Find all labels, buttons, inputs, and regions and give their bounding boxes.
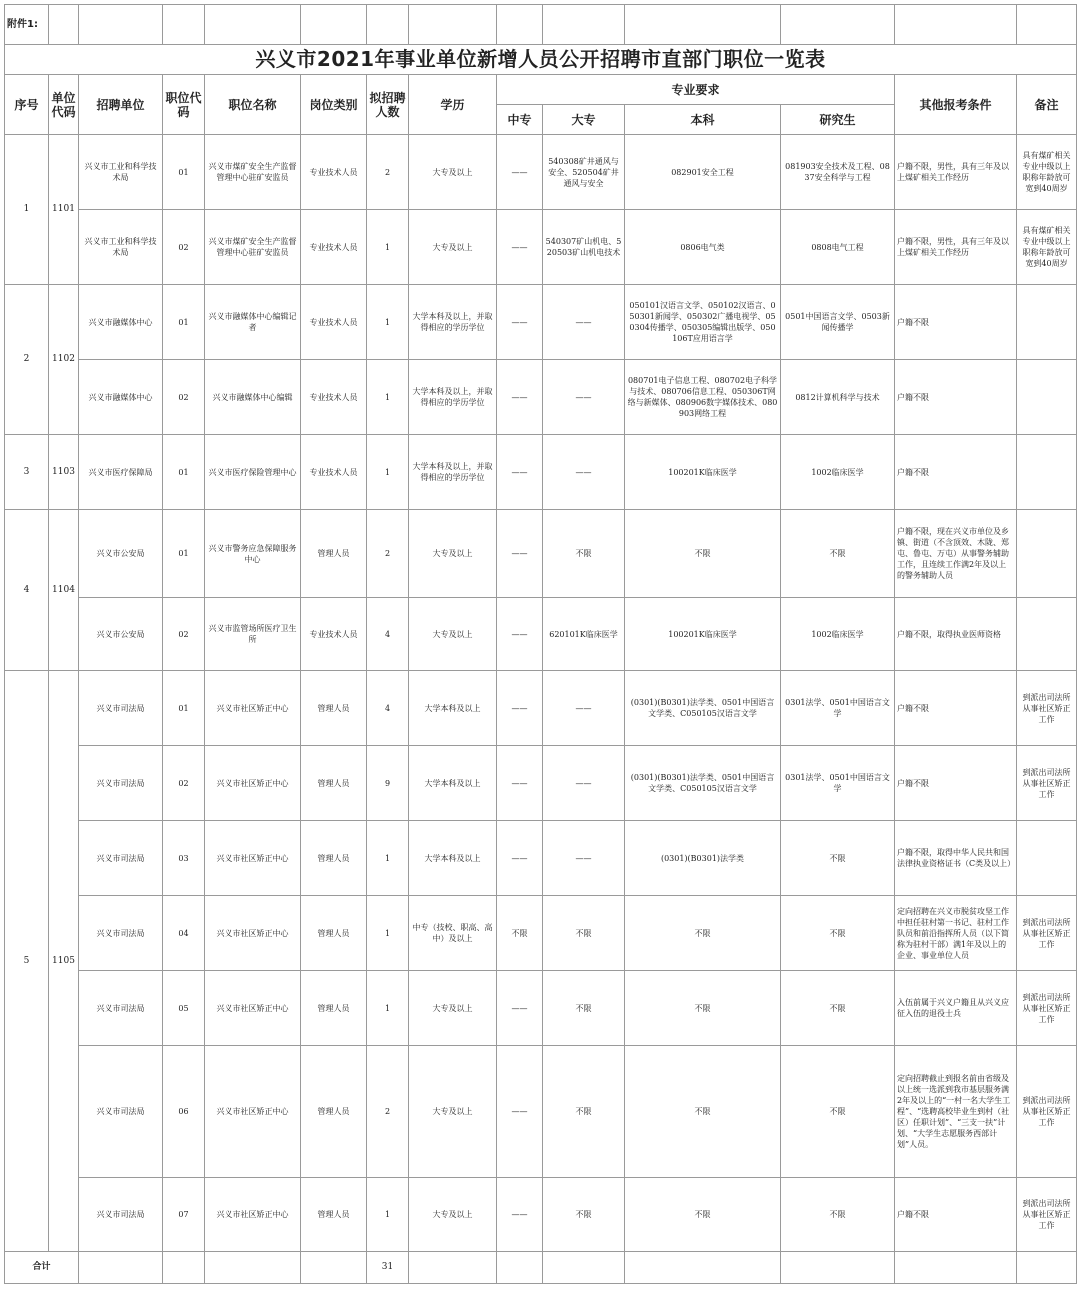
position-name: 兴义市社区矫正中心 — [205, 671, 301, 746]
attachment-label: 附件1: — [5, 5, 49, 45]
other-conditions: 户籍不限，男性，具有三年及以上煤矿相关工作经历 — [895, 210, 1017, 285]
major-zz: —— — [497, 1046, 543, 1178]
position-type: 管理人员 — [301, 821, 367, 896]
position-type: 专业技术人员 — [301, 135, 367, 210]
position-code: 07 — [163, 1178, 205, 1252]
remark: 到派出司法所从事社区矫正工作 — [1017, 896, 1077, 971]
other-conditions: 户籍不限 — [895, 671, 1017, 746]
major-zz: —— — [497, 210, 543, 285]
education: 大学本科及以上 — [409, 746, 497, 821]
unit-name: 兴义市司法局 — [79, 896, 163, 971]
other-conditions: 户籍不限 — [895, 746, 1017, 821]
education: 大专及以上 — [409, 135, 497, 210]
major-yjs: 0301法学、0501中国语言文学 — [781, 671, 895, 746]
major-bk: (0301)(B0301)法学类 — [625, 821, 781, 896]
hire-count: 1 — [367, 821, 409, 896]
group-seq: 1 — [5, 135, 49, 285]
remark: 到派出司法所从事社区矫正工作 — [1017, 1046, 1077, 1178]
table-row — [5, 1046, 1077, 1178]
hire-count: 1 — [367, 360, 409, 435]
group-seq: 4 — [5, 510, 49, 671]
group-unit-code: 1105 — [49, 671, 79, 1252]
position-type: 管理人员 — [301, 671, 367, 746]
major-bk: 080701电子信息工程、080702电子科学与技术、080706信息工程、050306T网络与新媒体、080906数字媒体技术、080903网络工程 — [625, 360, 781, 435]
position-type: 管理人员 — [301, 896, 367, 971]
group-seq: 3 — [5, 435, 49, 510]
header-unit-code: 单位代码 — [49, 75, 79, 135]
table-row — [5, 671, 1077, 746]
education: 大专及以上 — [409, 971, 497, 1046]
hire-count: 1 — [367, 971, 409, 1046]
hire-count: 1 — [367, 210, 409, 285]
unit-name: 兴义市司法局 — [79, 821, 163, 896]
unit-name: 兴义市融媒体中心 — [79, 360, 163, 435]
unit-name: 兴义市司法局 — [79, 971, 163, 1046]
major-zz: —— — [497, 821, 543, 896]
position-type: 专业技术人员 — [301, 210, 367, 285]
other-conditions: 入伍前属于兴义户籍且从兴义应征入伍的退役士兵 — [895, 971, 1017, 1046]
page-title: 兴义市2021年事业单位新增人员公开招聘市直部门职位一览表 — [5, 45, 1077, 75]
major-yjs: 081903安全技术及工程、0837安全科学与工程 — [781, 135, 895, 210]
position-code: 02 — [163, 746, 205, 821]
remark — [1017, 510, 1077, 598]
table-body — [5, 135, 1077, 1252]
remark: 到派出司法所从事社区矫正工作 — [1017, 746, 1077, 821]
major-bk: 不限 — [625, 896, 781, 971]
major-yjs: 不限 — [781, 896, 895, 971]
header-seq: 序号 — [5, 75, 49, 135]
unit-name: 兴义市公安局 — [79, 510, 163, 598]
position-type: 管理人员 — [301, 971, 367, 1046]
major-dz: 540308矿井通风与安全、520504矿井通风与安全 — [543, 135, 625, 210]
remark: 到派出司法所从事社区矫正工作 — [1017, 671, 1077, 746]
position-code: 02 — [163, 210, 205, 285]
header-pos-type: 岗位类别 — [301, 75, 367, 135]
position-code: 06 — [163, 1046, 205, 1178]
education: 大专及以上 — [409, 210, 497, 285]
hire-count: 1 — [367, 285, 409, 360]
hire-count: 2 — [367, 510, 409, 598]
major-dz: 不限 — [543, 510, 625, 598]
education: 大学本科及以上，并取得相应的学历学位 — [409, 285, 497, 360]
table-row — [5, 135, 1077, 210]
unit-name: 兴义市医疗保障局 — [79, 435, 163, 510]
other-conditions: 户籍不限 — [895, 285, 1017, 360]
major-dz: 不限 — [543, 896, 625, 971]
major-dz: —— — [543, 360, 625, 435]
major-dz: —— — [543, 435, 625, 510]
hire-count: 9 — [367, 746, 409, 821]
education: 中专（技校、职高、高中）及以上 — [409, 896, 497, 971]
major-zz: —— — [497, 971, 543, 1046]
position-name: 兴义市社区矫正中心 — [205, 821, 301, 896]
position-type: 管理人员 — [301, 1178, 367, 1252]
hire-count: 4 — [367, 598, 409, 671]
major-yjs: 0501中国语言文学、0503新闻传播学 — [781, 285, 895, 360]
remark — [1017, 435, 1077, 510]
education: 大专及以上 — [409, 598, 497, 671]
table-row — [5, 510, 1077, 598]
remark — [1017, 821, 1077, 896]
table-row — [5, 821, 1077, 896]
major-yjs: 不限 — [781, 1046, 895, 1178]
unit-name: 兴义市融媒体中心 — [79, 285, 163, 360]
table-row — [5, 210, 1077, 285]
position-name: 兴义市医疗保险管理中心 — [205, 435, 301, 510]
other-conditions: 户籍不限 — [895, 360, 1017, 435]
position-type: 管理人员 — [301, 510, 367, 598]
major-dz: 不限 — [543, 971, 625, 1046]
major-yjs: 不限 — [781, 1178, 895, 1252]
major-zz: —— — [497, 671, 543, 746]
table-row — [5, 1178, 1077, 1252]
education: 大学本科及以上，并取得相应的学历学位 — [409, 360, 497, 435]
header-yjs: 研究生 — [781, 105, 895, 135]
position-type: 专业技术人员 — [301, 285, 367, 360]
remark: 到派出司法所从事社区矫正工作 — [1017, 1178, 1077, 1252]
major-bk: (0301)(B0301)法学类、0501中国语言文学类、C050105汉语言文学 — [625, 746, 781, 821]
header-pos-name: 职位名称 — [205, 75, 301, 135]
position-code: 01 — [163, 435, 205, 510]
education: 大学本科及以上 — [409, 821, 497, 896]
table-row — [5, 435, 1077, 510]
header-other: 其他报考条件 — [895, 75, 1017, 135]
remark: 具有煤矿相关专业中级以上职称年龄放可宽到40周岁 — [1017, 135, 1077, 210]
hire-count: 1 — [367, 896, 409, 971]
unit-name: 兴义市工业和科学技术局 — [79, 210, 163, 285]
major-bk: 100201K临床医学 — [625, 435, 781, 510]
other-conditions: 户籍不限 — [895, 435, 1017, 510]
position-code: 02 — [163, 598, 205, 671]
position-name: 兴义市社区矫正中心 — [205, 1046, 301, 1178]
position-code: 01 — [163, 671, 205, 746]
position-name: 兴义市社区矫正中心 — [205, 896, 301, 971]
major-yjs: 0812计算机科学与技术 — [781, 360, 895, 435]
hire-count: 2 — [367, 1046, 409, 1178]
position-name: 兴义市煤矿安全生产监督管理中心驻矿安监员 — [205, 210, 301, 285]
table-row — [5, 360, 1077, 435]
position-name: 兴义市社区矫正中心 — [205, 746, 301, 821]
position-code: 05 — [163, 971, 205, 1046]
remark — [1017, 598, 1077, 671]
table-row — [5, 896, 1077, 971]
position-type: 专业技术人员 — [301, 598, 367, 671]
position-name: 兴义市融媒体中心编辑 — [205, 360, 301, 435]
major-yjs: 不限 — [781, 971, 895, 1046]
position-name: 兴义市社区矫正中心 — [205, 1178, 301, 1252]
education: 大专及以上 — [409, 1178, 497, 1252]
major-yjs: 不限 — [781, 821, 895, 896]
position-name: 兴义市煤矿安全生产监督管理中心驻矿安监员 — [205, 135, 301, 210]
position-name: 兴义市社区矫正中心 — [205, 971, 301, 1046]
header-remark: 备注 — [1017, 75, 1077, 135]
major-yjs: 0808电气工程 — [781, 210, 895, 285]
education: 大学本科及以上 — [409, 671, 497, 746]
major-yjs: 不限 — [781, 510, 895, 598]
unit-name: 兴义市司法局 — [79, 1178, 163, 1252]
position-type: 专业技术人员 — [301, 435, 367, 510]
education: 大专及以上 — [409, 1046, 497, 1178]
education: 大学本科及以上，并取得相应的学历学位 — [409, 435, 497, 510]
major-dz: —— — [543, 671, 625, 746]
unit-name: 兴义市司法局 — [79, 1046, 163, 1178]
major-bk: 0806电气类 — [625, 210, 781, 285]
major-bk: (0301)(B0301)法学类、0501中国语言文学类、C050105汉语言文学 — [625, 671, 781, 746]
other-conditions: 户籍不限，取得执业医师资格 — [895, 598, 1017, 671]
major-dz: —— — [543, 821, 625, 896]
major-dz: 不限 — [543, 1178, 625, 1252]
table-row — [5, 598, 1077, 671]
major-zz: —— — [497, 746, 543, 821]
major-bk: 100201K临床医学 — [625, 598, 781, 671]
header-bk: 本科 — [625, 105, 781, 135]
major-bk: 050101汉语言文学、050102汉语言、050301新闻学、050302广播电视学、050304传播学、050305编辑出版学、050106T应用语言学 — [625, 285, 781, 360]
education: 大专及以上 — [409, 510, 497, 598]
unit-name: 兴义市工业和科学技术局 — [79, 135, 163, 210]
unit-name: 兴义市司法局 — [79, 671, 163, 746]
group-unit-code: 1102 — [49, 285, 79, 435]
total-row — [5, 1252, 1077, 1284]
position-code: 01 — [163, 285, 205, 360]
position-code: 03 — [163, 821, 205, 896]
position-name: 兴义市融媒体中心编辑记者 — [205, 285, 301, 360]
major-yjs: 1002临床医学 — [781, 435, 895, 510]
position-name: 兴义市监管场所医疗卫生所 — [205, 598, 301, 671]
other-conditions: 户籍不限，男性，具有三年及以上煤矿相关工作经历 — [895, 135, 1017, 210]
header-pos-code: 职位代码 — [163, 75, 205, 135]
major-zz: —— — [497, 598, 543, 671]
group-seq: 5 — [5, 671, 49, 1252]
table-row — [5, 285, 1077, 360]
other-conditions: 户籍不限 — [895, 1178, 1017, 1252]
hire-count: 1 — [367, 1178, 409, 1252]
major-dz: 540307矿山机电、520503矿山机电技术 — [543, 210, 625, 285]
major-bk: 不限 — [625, 1178, 781, 1252]
remark: 到派出司法所从事社区矫正工作 — [1017, 971, 1077, 1046]
group-unit-code: 1101 — [49, 135, 79, 285]
other-conditions: 户籍不限，现在兴义市单位及乡镇、街道（不含顶效、木陇、郑屯、鲁屯、万屯）从事警务辅助工作，且连续工作满2年及以上的警务辅助人员 — [895, 510, 1017, 598]
major-yjs: 0301法学、0501中国语言文学 — [781, 746, 895, 821]
position-type: 管理人员 — [301, 1046, 367, 1178]
position-code: 04 — [163, 896, 205, 971]
group-seq: 2 — [5, 285, 49, 435]
table-row — [5, 746, 1077, 821]
header-edu: 学历 — [409, 75, 497, 135]
group-unit-code: 1103 — [49, 435, 79, 510]
unit-name: 兴义市司法局 — [79, 746, 163, 821]
major-bk: 不限 — [625, 971, 781, 1046]
total-label: 合计 — [5, 1252, 79, 1284]
major-dz: 620101K临床医学 — [543, 598, 625, 671]
position-code: 01 — [163, 135, 205, 210]
position-type: 专业技术人员 — [301, 360, 367, 435]
major-dz: —— — [543, 285, 625, 360]
major-zz: 不限 — [497, 896, 543, 971]
header-row-1 — [5, 75, 1077, 105]
major-bk: 不限 — [625, 510, 781, 598]
header-unit: 招聘单位 — [79, 75, 163, 135]
remark — [1017, 360, 1077, 435]
major-bk: 082901安全工程 — [625, 135, 781, 210]
header-zz: 中专 — [497, 105, 543, 135]
major-zz: —— — [497, 435, 543, 510]
position-table — [4, 4, 1077, 1284]
unit-name: 兴义市公安局 — [79, 598, 163, 671]
header-dz: 大专 — [543, 105, 625, 135]
major-dz: —— — [543, 746, 625, 821]
major-dz: 不限 — [543, 1046, 625, 1178]
position-type: 管理人员 — [301, 746, 367, 821]
position-code: 02 — [163, 360, 205, 435]
other-conditions: 户籍不限，取得中华人民共和国法律执业资格证书（C类及以上） — [895, 821, 1017, 896]
hire-count: 1 — [367, 435, 409, 510]
major-zz: —— — [497, 285, 543, 360]
other-conditions: 定向招聘在兴义市脱贫攻坚工作中担任驻村第一书记、驻村工作队员和前沿指挥所人员（以下简称为驻村干部）满1年及以上的企业、事业单位人员 — [895, 896, 1017, 971]
major-zz: —— — [497, 510, 543, 598]
attachment-row — [5, 5, 1077, 45]
position-code: 01 — [163, 510, 205, 598]
remark: 具有煤矿相关专业中级以上职称年龄放可宽到40周岁 — [1017, 210, 1077, 285]
other-conditions: 定向招聘截止到报名前由省级及以上统一选派到我市基层服务满2年及以上的“一村一名大学生工程”、“选聘高校毕业生到村（社区）任职计划”、“三支一扶”计划、“大学生志愿服务西部计划”人员。 — [895, 1046, 1017, 1178]
table-row — [5, 971, 1077, 1046]
header-count: 拟招聘人数 — [367, 75, 409, 135]
major-zz: —— — [497, 135, 543, 210]
position-name: 兴义市警务应急保障服务中心 — [205, 510, 301, 598]
major-bk: 不限 — [625, 1046, 781, 1178]
header-major-req: 专业要求 — [497, 75, 895, 105]
major-zz: —— — [497, 1178, 543, 1252]
remark — [1017, 285, 1077, 360]
major-yjs: 1002临床医学 — [781, 598, 895, 671]
group-unit-code: 1104 — [49, 510, 79, 671]
major-zz: —— — [497, 360, 543, 435]
title-row — [5, 45, 1077, 75]
hire-count: 4 — [367, 671, 409, 746]
total-count: 31 — [367, 1252, 409, 1284]
hire-count: 2 — [367, 135, 409, 210]
